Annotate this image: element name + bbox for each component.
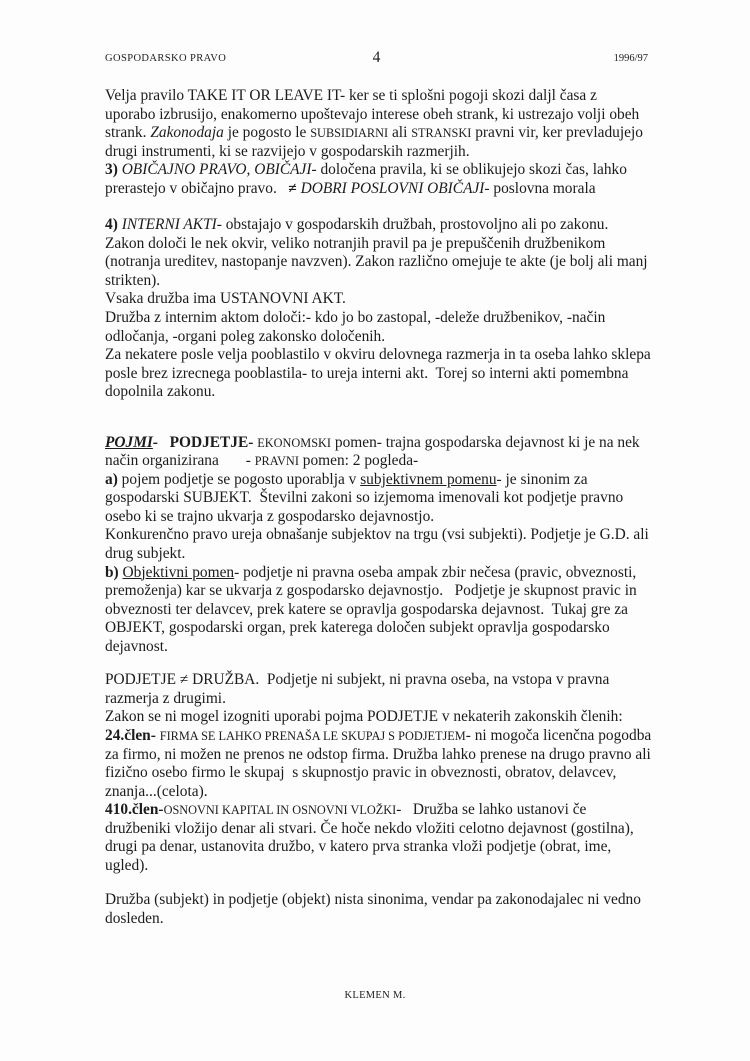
text-run: dosleden. [105,909,164,927]
text-run: DOBRI POSLOVNI OBIČAJI- [300,179,490,197]
text-run: Vsaka družba ima USTANOVNI AKT. [105,290,346,308]
text-run: pomen- trajna gospodarska dejavnost ki je na nek [331,433,640,451]
text-run: pravni vir, ker prevladujejo [471,124,643,142]
text-run: 24.člen- [105,726,156,744]
text-run: obstajajo v gospodarskih družbah, prostovoljno ali po zakonu. [221,216,609,234]
page-footer [0,990,750,1001]
text-run: PRAVNI [254,454,299,469]
para-podjetje-ni-druzba [105,671,730,875]
text-run: ali [388,124,412,142]
text-run: Konkurenčno pravo ureja obnašanje subjektov na trgu (vsi subjekti). Podjetje je G.D. ali [105,526,649,544]
text-run: obveznosti ter delavcev, prek katere se opravlja gospodarska dejavnost. Tukaj gre za [105,600,628,618]
text-run: EKONOMSKI [257,435,332,450]
text-run: poslovna morala [489,179,596,197]
text-run: FIRMA SE LAHKO PRENAŠA LE SKUPAJ S PODJETJEM [159,728,466,743]
text-run [158,434,170,451]
text-run: fizično osebo firmo le skupaj s skupnostjo pravic in obveznosti, obratov, delavcev, [105,764,617,782]
text-run: osebo ki se trajno ukvarja z gospodarsko dejavnostjo. [105,507,435,525]
text-run: b) [105,563,119,581]
text-run: OBIČAJNO PRAVO, OBIČAJI- [121,161,317,179]
page-header [105,49,648,69]
text-run: STRANSKI [411,126,472,141]
text-run: drugi instrumenti, ki se razvijejo v gospodarskih razmerjih. [105,142,470,160]
text-run: za firmo, ni možen ne prenos ne odstop firma. Družba lahko prenese na drugo pravno ali [105,745,651,763]
text-run: Za nekatere posle velja pooblastilo v okviru delovnega razmerja in ta oseba lahko sklepa [105,346,651,364]
text-run: POJMI [105,433,153,451]
text-run: določena pravila, ki se oblikujejo skozi čas, lahko [316,161,627,179]
text-run: prerastejo v običajno pravo. [105,179,289,197]
text-run: OSNOVNI KAPITAL IN OSNOVNI VLOŽKI [163,803,397,818]
text-run: dopolnila zakonu. [105,383,216,401]
text-run: 410.člen- [105,801,164,819]
text-run: pojem podjetje se pogosto uporablja v [117,470,361,488]
text-run: Objektivni pomen [122,563,235,581]
text-run: posle brez izrecnega pooblastila- to ureja interni akt. Torej so interni akti pomembna [105,364,629,382]
text-run: INTERNI AKTI- [121,216,222,234]
text-run: premoženja) kar se ukvarja z gospodarsko dejavnostjo. Podjetje je skupnost pravic in [105,582,637,600]
para-pojmi-podjetje [105,434,730,657]
text-run: družbeniki vložijo denar ali stvari. Če hoče nekdo vložiti celotno dejavnost (gostilna), [105,819,634,837]
text-run: Zakon se ni mogel izogniti uporabi pojma PODJETJE v nekaterih zakonskih členih: [105,708,623,726]
para-splosni-pogoji-obicajno-pravo [105,87,730,198]
para-sklep-druzba-podjetje [105,891,730,928]
text-run: ugled). [105,856,149,874]
text-run: Zakonodaja [150,124,224,142]
text-run: ≠ [288,179,301,197]
header-year: 1996/97 [613,53,648,64]
text-run: - Družba se lahko ustanovi če [396,801,587,819]
text-run: Družba (subjekt) in podjetje (objekt) nista sinonima, vendar pa zakonodajalec ni vedno [105,891,641,909]
text-run: OBJEKT, gospodarski organ, prek katerega določen subjekt opravlja gospodarsko [105,619,610,637]
text-run: drugi pa denar, ustanovita družbo, v katero prva stranka vloži podjetje (obrat, ime, [105,838,612,856]
text-run: - ni mogoča licenčna pogodba [465,726,652,744]
text-run: PODJETJE ≠ DRUŽBA. Podjetje ni subjekt, ni pravna oseba, na vstopa v pravna [105,671,610,689]
text-run: - [152,433,159,451]
text-run: je pogosto le [223,124,311,142]
text-run: strank. [105,124,151,142]
text-run: znanja...(celota). [105,782,208,800]
text-run: PODJETJE- [169,433,254,451]
text-run: gospodarski SUBJEKT. Številni zakoni so izjemoma imenovali kot podjetje pravno [105,489,624,507]
text-run: - podjetje ni pravna oseba ampak zbir nečesa (pravic, obveznosti, [234,563,637,581]
text-run: Zakon določi le nek okvir, veliko notranjih pravil pa je prepuščenih družbenikom [105,234,606,252]
text-run: Velja pravilo TAKE IT OR LEAVE IT- ker se ti splošni pogoji skozi daljl časa z [105,87,597,104]
document-body [105,87,730,928]
text-run: subjektivnem pomenu [360,470,497,488]
text-run: pomen: 2 pogleda- [298,452,419,470]
text-run: uporabo izbrusijo, enakomerno upoštevajo interese obeh strank, ki ustrezajo volji obeh [105,105,640,123]
text-run: način organizirana - [105,452,255,470]
text-run: drug subjekt. [105,545,186,563]
text-run: - je sinonim za [496,470,588,488]
text-run: odločanja, -organi poleg zakonsko določenih. [105,327,386,345]
footer-author: KLEMEN M. [344,990,406,1001]
text-run: dejavnost. [105,637,168,655]
header-course-title: GOSPODARSKO PRAVO [105,53,227,64]
para-interni-akti [105,216,730,401]
text-run: Družba z internim aktom določi:- kdo jo bo zastopal, -deleže družbenikov, -način [105,309,606,327]
text-run: (notranja ureditev, nastopanje navzven). Zakon različno omejuje te akte (je bolj ali manj [105,253,648,271]
text-run: strikten). [105,271,161,289]
header-page-number: 4 [372,49,381,66]
text-run: 4) [105,216,118,234]
text-run: 3) [105,161,118,179]
text-run: a) [105,470,118,488]
text-run: SUBSIDIARNI [310,126,389,141]
text-run: razmerja z drugimi. [105,689,226,707]
